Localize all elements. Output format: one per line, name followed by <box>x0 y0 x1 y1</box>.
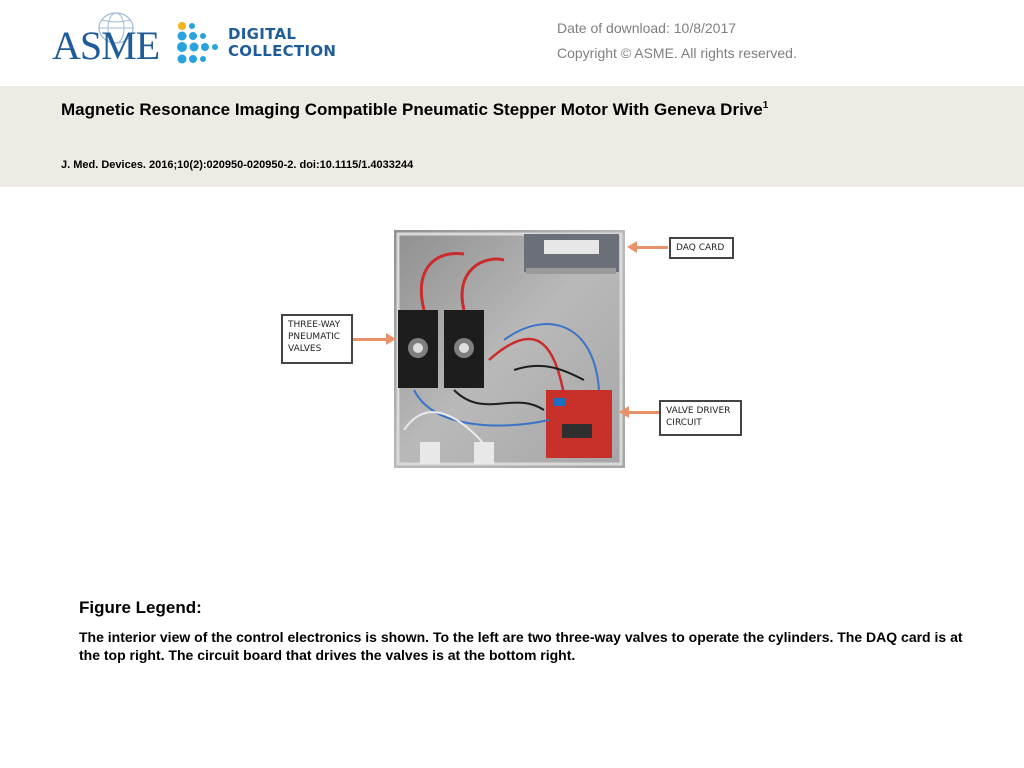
article-title <box>61 100 768 120</box>
arrow-valve-driver <box>628 411 659 414</box>
label-valves-line2: PNEUMATIC <box>288 332 341 342</box>
arrow-three-way-valves <box>353 338 387 341</box>
article-citation: J. Med. Devices. 2016;10(2):020950-020950-2. doi:10.1115/1.4033244 <box>61 159 414 171</box>
download-date: Date of download: 10/8/2017 <box>557 20 737 36</box>
logo-line-collection: COLLECTION <box>228 42 337 60</box>
copyright-notice: Copyright © ASME. All rights reserved. <box>557 45 797 61</box>
download-meta <box>557 20 797 70</box>
logo-wordmark <box>228 26 336 60</box>
label-driver-line1: VALVE DRIVER <box>666 406 731 416</box>
figure-legend-text: The interior view of the control electronics is shown. To the left are two three-way valves to operate the cylinders. The DAQ card is at the top right. The circuit board that drives the valves is at the bottom right. <box>79 629 963 663</box>
label-valves-line3: VALVES <box>288 344 322 354</box>
logo-brand: ASME <box>52 23 160 68</box>
article-header-band <box>0 86 1024 187</box>
figure <box>280 228 750 470</box>
callout-valve-driver <box>659 400 742 436</box>
logo-dots-icon <box>176 20 220 68</box>
logo-line-digital: DIGITAL <box>228 25 297 43</box>
asme-logo <box>52 10 342 72</box>
label-daq-card: DAQ CARD <box>676 243 725 253</box>
title-footnote-marker: 1 <box>762 100 769 111</box>
electronics-photo <box>394 230 625 468</box>
callout-daq-card <box>669 237 734 259</box>
arrow-daq-card <box>636 246 668 249</box>
figure-legend-heading: Figure Legend: <box>79 598 202 617</box>
label-driver-line2: CIRCUIT <box>666 418 702 428</box>
label-valves-line1: THREE-WAY <box>288 320 341 330</box>
callout-three-way-valves <box>281 314 353 364</box>
article-title-text: Magnetic Resonance Imaging Compatible Pneumatic Stepper Motor With Geneva Drive <box>61 100 763 119</box>
